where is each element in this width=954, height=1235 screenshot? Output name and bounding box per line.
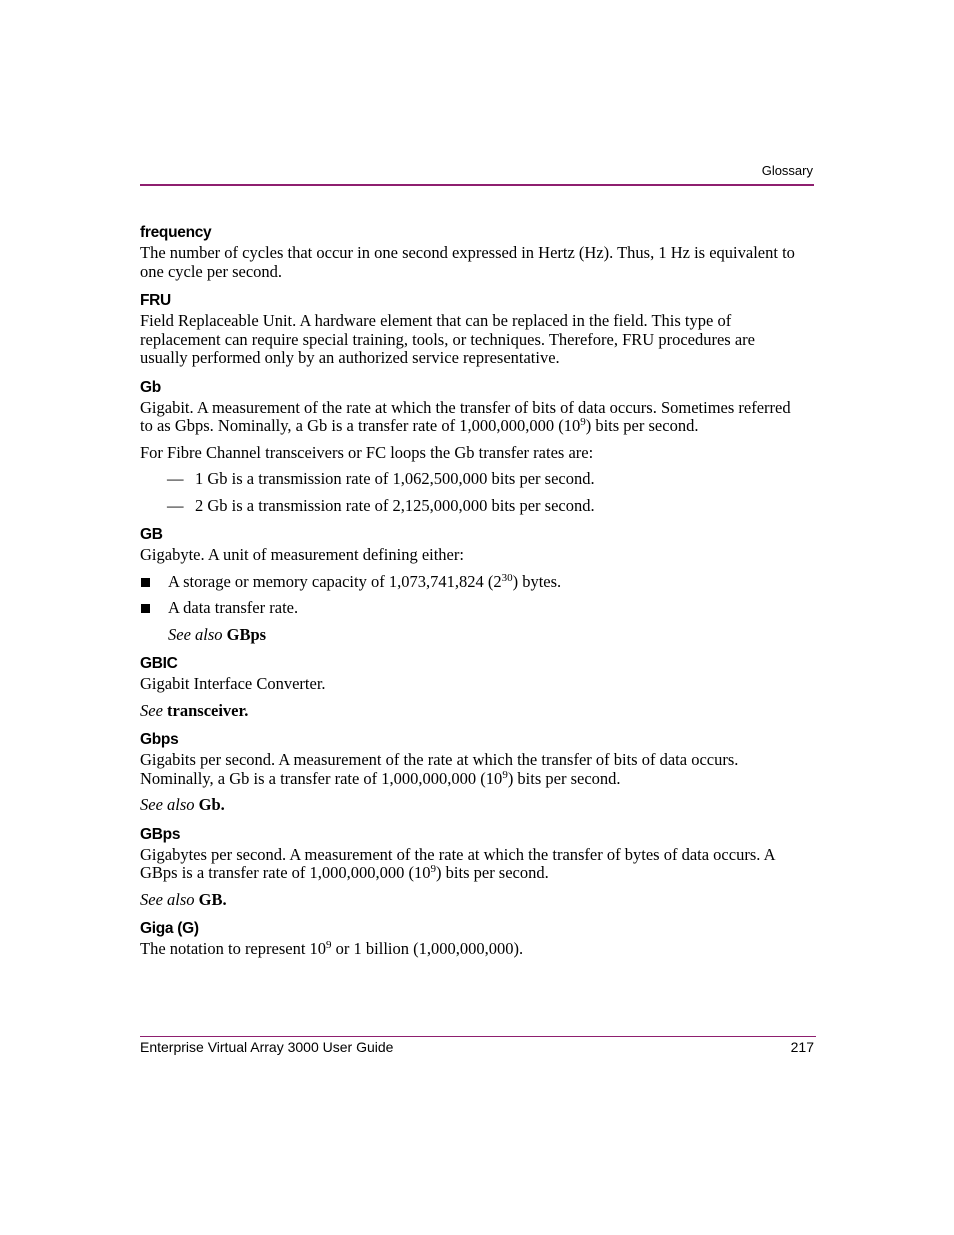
see-gbic xyxy=(140,702,800,721)
header-rule xyxy=(140,184,814,186)
definition-text: Gigabit. A measurement of the rate at which the transfer of bits of data occurs. Sometimes referred to as Gbps. Nominally, a Gb is a transfer rate of 1,000,000,000 (10 xyxy=(140,397,791,435)
bullet-text: ) bytes. xyxy=(512,571,562,591)
definition-gbps-bytes xyxy=(140,846,800,883)
term-gb-bit: Gb xyxy=(140,378,161,396)
entry-gb-byte xyxy=(140,524,800,644)
dash-marker: — xyxy=(167,495,184,515)
cross-reference-link[interactable]: GBps xyxy=(226,624,267,644)
term-gbps-bits: Gbps xyxy=(140,731,179,748)
bullet-list-item xyxy=(140,573,800,592)
exponent: 9 xyxy=(580,416,586,428)
term-gb-byte: GB xyxy=(140,526,163,543)
dash-item-text: 2 Gb is a transmission rate of 2,125,000,000 bits per second. xyxy=(195,495,595,515)
entry-gbps-bits xyxy=(140,729,800,815)
footer-rule xyxy=(140,1036,816,1037)
square-bullet-icon xyxy=(141,578,150,587)
entry-gb-bit xyxy=(140,377,800,516)
term-gbic: GBIC xyxy=(140,655,178,672)
glossary-content xyxy=(140,222,800,968)
gb-rates-intro: For Fibre Channel transceivers or FC loops the Gb transfer rates are: xyxy=(140,442,594,462)
definition-frequency: The number of cycles that occur in one second expressed in Hertz (Hz). Thus, 1 Hz is equivalent to one cycle per second. xyxy=(140,243,795,281)
definition-text: ) bits per second. xyxy=(585,416,699,435)
definition-gb-byte: Gigabyte. A unit of measurement defining either: xyxy=(140,545,464,564)
definition-text: ) bits per second. xyxy=(507,768,621,788)
entry-gbic xyxy=(140,653,800,720)
footer-document-title: Enterprise Virtual Array 3000 User Guide xyxy=(140,1039,394,1055)
term-gbps-bytes: GBps xyxy=(140,825,181,843)
definition-text: ) bits per second. xyxy=(436,863,549,882)
see-also-label: See also xyxy=(140,889,195,909)
square-bullet-icon xyxy=(141,604,150,613)
definition-giga xyxy=(140,940,800,959)
cross-reference-link[interactable]: Gb. xyxy=(198,795,225,814)
definition-fru: Field Replaceable Unit. A hardware element that can be replaced in the field. This type of replacement can require special training, tools, or techniques. Therefore, FRU procedures are usually performed only by an authorized service representative. xyxy=(140,311,755,367)
entry-fru xyxy=(140,290,800,368)
see-label: See xyxy=(140,700,163,720)
exponent: 9 xyxy=(430,863,437,875)
term-frequency: frequency xyxy=(140,224,212,241)
bullet-text: A storage or memory capacity of 1,073,741,824 (2 xyxy=(168,571,502,591)
definition-text: or 1 billion (1,000,000,000). xyxy=(331,939,524,958)
see-also-label: See also xyxy=(140,795,195,814)
definition-gbps-bits xyxy=(140,751,800,788)
bullet-text: A data transfer rate. xyxy=(168,598,299,617)
exponent: 9 xyxy=(502,768,508,781)
definition-text: Gigabytes per second. A measurement of the rate at which the transfer of bytes of data occurs. A GBps is a transfer rate of 1,000,000,000 (10 xyxy=(140,844,775,882)
entry-gbps-bytes xyxy=(140,824,800,910)
term-giga: Giga (G) xyxy=(140,920,199,937)
exponent: 9 xyxy=(326,939,332,951)
see-also-gbps-bytes xyxy=(140,891,800,910)
running-header: Glossary xyxy=(761,163,813,178)
definition-gbic: Gigabit Interface Converter. xyxy=(140,674,326,693)
dash-item-text: 1 Gb is a transmission rate of 1,062,500,000 bits per second. xyxy=(195,469,595,488)
see-also-gbps-bits xyxy=(140,796,800,815)
bullet-list-item xyxy=(140,599,800,618)
entry-giga xyxy=(140,918,800,959)
exponent: 30 xyxy=(501,571,513,584)
term-fru: FRU xyxy=(140,292,171,309)
definition-text: Gigabits per second. A measurement of the rate at which the transfer of bits of data occurs. Nominally, a Gb is a transfer rate of 1,000,000,000 (10 xyxy=(140,750,739,788)
see-also-gb-byte xyxy=(140,626,800,645)
entry-frequency xyxy=(140,222,800,281)
definition-gb-bit xyxy=(140,399,800,436)
definition-text: The notation to represent 10 xyxy=(140,939,327,958)
cross-reference-link[interactable]: transceiver. xyxy=(167,700,249,720)
see-also-label: See also xyxy=(168,624,223,644)
page-number: 217 xyxy=(790,1039,814,1055)
dash-list-item xyxy=(167,470,800,489)
dash-list-item xyxy=(167,497,800,516)
cross-reference-link[interactable]: GB. xyxy=(198,889,227,909)
dash-marker: — xyxy=(167,469,184,488)
